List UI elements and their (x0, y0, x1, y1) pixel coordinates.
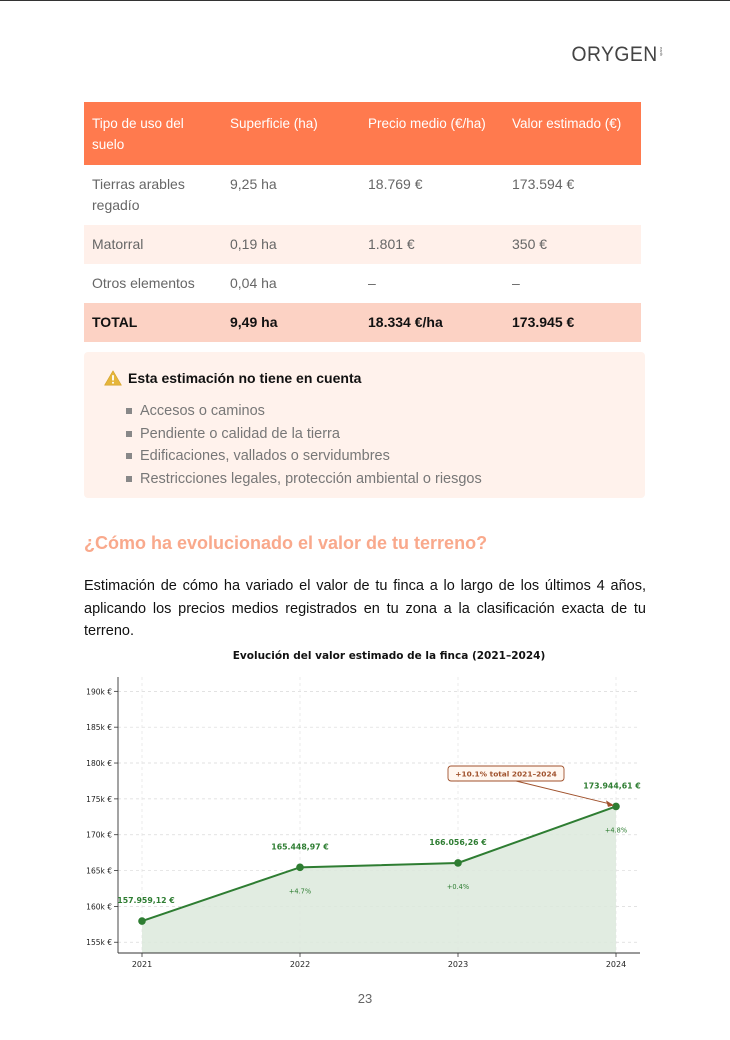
data-point (454, 859, 462, 867)
y-tick-label: 160k € (86, 902, 112, 912)
list-item (126, 423, 625, 446)
total-avg-price: 18.334 €/ha (360, 303, 504, 342)
logo-text: ORYGEN (571, 43, 658, 66)
x-tick-label: 2022 (289, 960, 311, 969)
section-intro: Estimación de cómo ha variado el valor de tu finca a lo largo de los últimos 4 años, aplicando los precios medios registrados en tu zona a la clasificación exacta de tu terreno. (84, 578, 646, 639)
top-border (0, 0, 730, 1)
table-row (84, 165, 641, 225)
land-use-table (84, 102, 641, 342)
list-item-text: Restricciones legales, protección ambiental o riesgos (140, 470, 482, 487)
disclaimer-list (126, 400, 625, 490)
cell-avg-price: 1.801 € (360, 225, 504, 264)
y-tick-label: 175k € (86, 794, 112, 804)
cell-avg-price: 18.769 € (368, 176, 423, 192)
bullet-square-icon (126, 476, 132, 482)
data-label: 157.959,12 € (117, 896, 175, 906)
bullet-square-icon (126, 408, 132, 414)
header-estimated-value: Valor estimado (€) (504, 102, 641, 165)
list-item (126, 400, 625, 423)
y-tick-label: 180k € (86, 759, 112, 769)
cell-estimated-value: 173.594 € (512, 176, 575, 192)
value-evolution-chart (60, 640, 670, 980)
cell-land-type: Otros elementos (92, 275, 195, 291)
disclaimer-title: Esta estimación no tiene en cuenta (128, 370, 362, 386)
cell-land-type: Matorral (84, 225, 222, 264)
y-tick-label: 155k € (86, 938, 112, 948)
logo-subtext: earth (659, 47, 664, 57)
chart-title: Evolución del valor estimado de la finca (2021–2024) (232, 650, 546, 662)
data-label: 166.056,26 € (429, 837, 487, 847)
header-area: Superficie (ha) (222, 102, 360, 165)
y-tick-label: 185k € (86, 723, 112, 733)
y-tick-label: 170k € (86, 830, 112, 840)
cell-avg-price: – (368, 275, 376, 291)
bullet-square-icon (126, 453, 132, 459)
disclaimer-box (84, 352, 645, 498)
x-tick-label: 2023 (447, 960, 469, 969)
disclaimer-title-row (104, 370, 625, 386)
brand-logo (564, 44, 664, 65)
table-row (84, 225, 641, 264)
cell-estimated-value: – (512, 275, 520, 291)
area-fill (142, 806, 616, 953)
header-avg-price: Precio medio (€/ha) (360, 102, 504, 165)
warning-icon (104, 370, 122, 386)
y-tick-label: 165k € (86, 866, 112, 876)
table-row (84, 264, 641, 303)
total-label: TOTAL (84, 303, 222, 342)
total-estimated-value: 173.945 € (504, 303, 641, 342)
data-point (612, 803, 620, 811)
list-item-text: Accesos o caminos (140, 403, 265, 420)
list-item (126, 445, 625, 468)
header-land-type: Tipo de uso del suelo (84, 102, 222, 165)
page-number: 23 (357, 991, 373, 1006)
x-tick-label: 2021 (131, 960, 153, 969)
data-point (296, 864, 304, 872)
cell-area: 9,25 ha (230, 176, 277, 192)
y-tick-label: 190k € (86, 687, 112, 697)
cell-area: 0,04 ha (230, 275, 277, 291)
x-tick-label: 2024 (605, 960, 627, 969)
cell-land-type: Tierras arables regadío (92, 176, 185, 213)
section-title: ¿Cómo ha evolucionado el valor de tu terreno? (84, 533, 488, 553)
list-item-text: Pendiente o calidad de la tierra (140, 425, 340, 442)
bullet-square-icon (126, 431, 132, 437)
data-point (138, 917, 146, 925)
change-label: +4.8% (604, 826, 628, 835)
table-header-row (84, 102, 641, 165)
cell-estimated-value: 350 € (504, 225, 641, 264)
annotation-label: +10.1% total 2021–2024 (455, 769, 557, 779)
change-label: +0.4% (446, 882, 470, 891)
table-total-row (84, 303, 641, 342)
total-area: 9,49 ha (222, 303, 360, 342)
change-label: +4.7% (288, 887, 312, 896)
data-label: 173.944,61 € (583, 781, 641, 791)
cell-area: 0,19 ha (222, 225, 360, 264)
list-item-text: Edificaciones, vallados o servidumbres (140, 448, 390, 465)
list-item (126, 468, 625, 491)
data-label: 165.448,97 € (271, 842, 329, 852)
